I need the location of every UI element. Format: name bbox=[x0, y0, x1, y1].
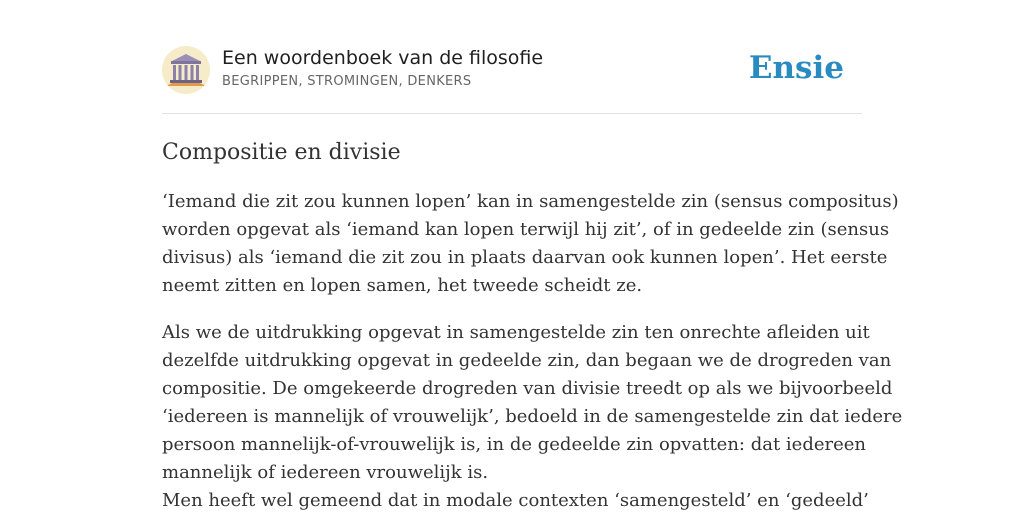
paragraph-line: dezelfde uitdrukking opgevat in gedeelde zin, dan begaan we de drogreden van bbox=[162, 350, 892, 371]
paragraph-line: mannelijk of iedereen vrouwelijk is. bbox=[162, 462, 489, 483]
temple-icon[interactable] bbox=[162, 46, 210, 94]
book-subtitle: BEGRIPPEN, STROMINGEN, DENKERS bbox=[222, 74, 472, 89]
paragraph-line: neemt zitten en lopen samen, het tweede scheidt ze. bbox=[162, 275, 643, 296]
article bbox=[162, 136, 903, 512]
paragraph-line: ‘Iemand die zit zou kunnen lopen’ kan in samengestelde zin (sensus compositus) bbox=[162, 191, 899, 212]
header-divider bbox=[162, 113, 862, 114]
paragraph-line: compositie. De omgekeerde drogreden van divisie treedt op als we bijvoorbeeld bbox=[162, 378, 893, 399]
site-header bbox=[162, 46, 862, 96]
paragraph-line: worden opgevat als ‘iemand kan lopen terwijl hij zit’, of in gedeelde zin (sensus bbox=[162, 219, 890, 240]
book-title[interactable]: Een woordenboek van de filosofie bbox=[222, 47, 544, 69]
ensie-home-link[interactable]: Ensie bbox=[748, 50, 844, 86]
article-paragraph-2 bbox=[162, 319, 903, 512]
paragraph-line: ‘iedereen is mannelijk of vrouwelijk’, bedoeld in de samengestelde zin dat iedere bbox=[162, 406, 903, 427]
paragraph-line: Men heeft wel gemeend dat in modale contexten ‘samengesteld’ en ‘gedeeld’ bbox=[162, 490, 869, 511]
paragraph-line: persoon mannelijk-of-vrouwelijk is, in de gedeelde zin opvatten: dat iedereen bbox=[162, 434, 867, 455]
article-paragraph-1 bbox=[162, 188, 899, 300]
article-title: Compositie en divisie bbox=[162, 140, 401, 165]
paragraph-line: divisus) als ‘iemand die zit zou in plaats daarvan ook kunnen lopen’. Het eerste bbox=[162, 247, 888, 268]
site-branding bbox=[222, 46, 543, 94]
paragraph-line: Als we de uitdrukking opgevat in samengestelde zin ten onrechte afleiden uit bbox=[162, 322, 870, 343]
